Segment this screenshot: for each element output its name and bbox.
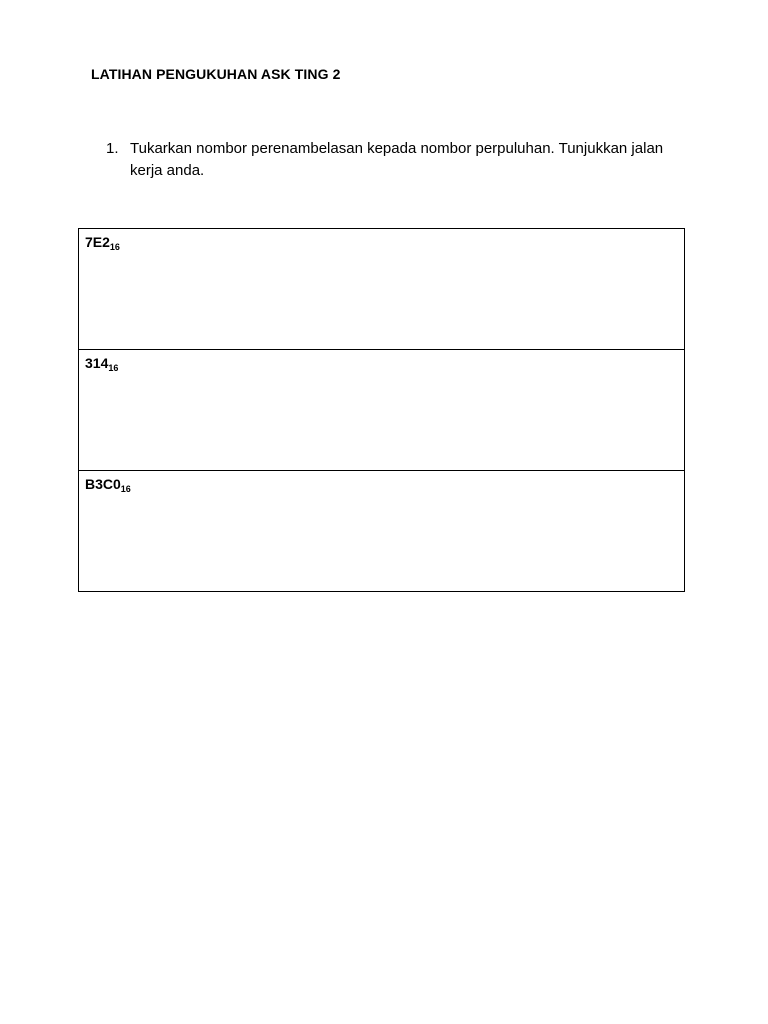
- hex-base: 16: [120, 484, 131, 494]
- hex-base: 16: [109, 242, 120, 252]
- question-text: Tukarkan nombor perenambelasan kepada nombor perpuluhan. Tunjukkan jalan kerja anda.: [130, 140, 664, 179]
- question-number: 1.: [106, 140, 119, 157]
- hex-value: 7E2: [85, 234, 110, 250]
- question-1: [106, 138, 686, 182]
- answer-cell[interactable]: [79, 350, 685, 471]
- hex-value: 314: [85, 355, 109, 371]
- answer-cell[interactable]: [79, 471, 685, 592]
- hex-base: 16: [108, 363, 119, 373]
- answer-cell[interactable]: [79, 229, 685, 350]
- table-row: [79, 471, 685, 592]
- hex-value: B3C0: [85, 476, 121, 492]
- table-row: [79, 350, 685, 471]
- table-row: [79, 229, 685, 350]
- answer-table: [78, 228, 685, 592]
- worksheet-title: LATIHAN PENGUKUHAN ASK TING 2: [91, 66, 341, 82]
